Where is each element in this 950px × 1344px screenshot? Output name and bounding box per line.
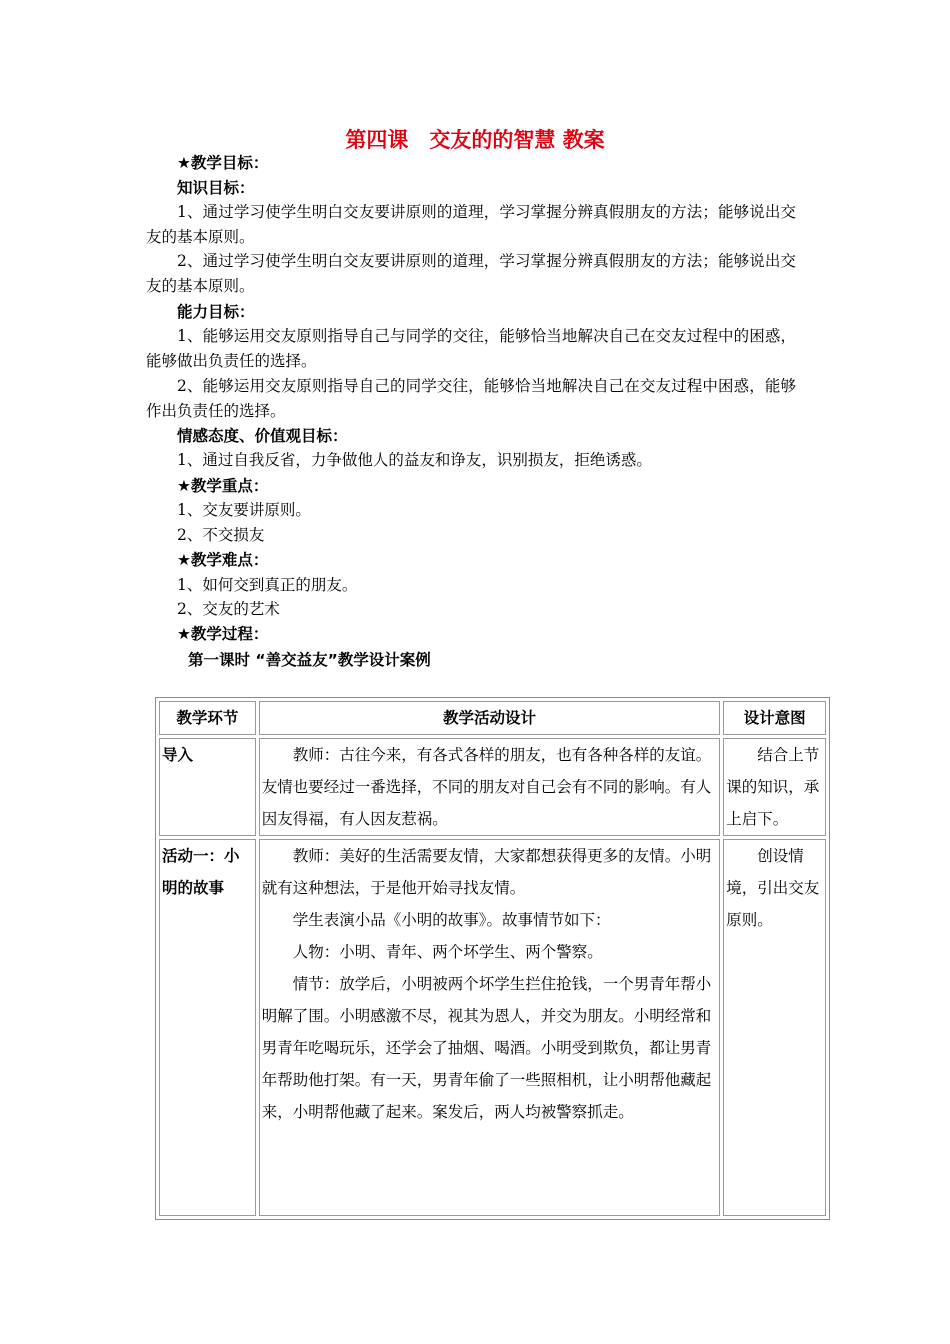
cell-activity: 教师：古往今来，有各式各样的朋友，也有各种各样的友谊。友情也要经过一番选择，不同的朋友对自己会有不同的影响。有人因友得福，有人因友惹祸。	[259, 738, 720, 836]
cell-intent: 创设情境，引出交友原则。	[723, 839, 826, 1216]
table-row	[159, 738, 826, 836]
difficult-heading: ★教学难点：	[177, 551, 269, 569]
period-title: 第一课时 “善交益友”教学设计案例	[188, 651, 431, 669]
knowledge-heading: 知识目标：	[177, 179, 255, 197]
ability-item-1: 1、能够运用交友原则指导自己与同学的交往，能够恰当地解决自己在交友过程中的困惑，能够做出负责任的选择。	[146, 327, 796, 370]
cell-stage: 导入	[159, 738, 256, 836]
header-activity: 教学活动设计	[259, 701, 720, 735]
objectives-heading: ★教学目标：	[177, 154, 269, 172]
cell-activity	[259, 839, 720, 1216]
cell-intent: 结合上节课的知识，承上启下。	[723, 738, 826, 836]
activity-paragraph: 教师：美好的生活需要友情，大家都想获得更多的友情。小明就有这种想法，于是他开始寻找友情。	[261, 847, 712, 897]
key-point-2: 2、不交损友	[177, 526, 265, 544]
key-point-1: 1、交友要讲原则。	[177, 501, 311, 519]
activity-paragraph: 人物：小明、青年、两个坏学生、两个警察。	[292, 943, 603, 961]
process-heading: ★教学过程：	[177, 625, 269, 643]
lesson-design-table	[155, 697, 830, 1220]
cell-stage: 活动一：小明的故事	[159, 839, 256, 1216]
table-header-row	[159, 701, 826, 735]
ability-item-2: 2、能够运用交友原则指导自己的同学交往，能够恰当地解决自己在交友过程中困惑，能够作出负责任的选择。	[146, 377, 796, 420]
emotion-heading: 情感态度、价值观目标：	[177, 427, 348, 445]
header-stage: 教学环节	[159, 701, 256, 735]
activity-paragraph: 情节：放学后，小明被两个坏学生拦住抢钱，一个男青年帮小明解了围。小明感激不尽，视其为恩人，并交为朋友。小明经常和男青年吃喝玩乐，还学会了抽烟、喝酒。小明受到欺负，都让男青年帮助他打架。有一天，男青年偷了一些照相机，让小明帮他藏起来，小明帮他藏了起来。案发后，两人均被警察抓走。	[261, 975, 712, 1121]
difficult-point-2: 2、交友的艺术	[177, 600, 280, 618]
activity-paragraph: 学生表演小品《小明的故事》。故事情节如下：	[292, 911, 611, 929]
ability-heading: 能力目标：	[177, 303, 255, 321]
header-intent: 设计意图	[723, 701, 826, 735]
page-title: 第四课 交友的的智慧 教案	[345, 128, 605, 152]
knowledge-item-1: 1、通过学习使学生明白交友要讲原则的道理，学习掌握分辨真假朋友的方法；能够说出交友的基本原则。	[146, 203, 796, 246]
table-row	[159, 839, 826, 1216]
difficult-point-1: 1、如何交到真正的朋友。	[177, 576, 358, 594]
key-heading: ★教学重点：	[177, 477, 269, 495]
emotion-item: 1、通过自我反省，力争做他人的益友和诤友，识别损友，拒绝诱惑。	[177, 451, 652, 469]
knowledge-item-2: 2、通过学习使学生明白交友要讲原则的道理，学习掌握分辨真假朋友的方法；能够说出交友的基本原则。	[146, 252, 796, 295]
